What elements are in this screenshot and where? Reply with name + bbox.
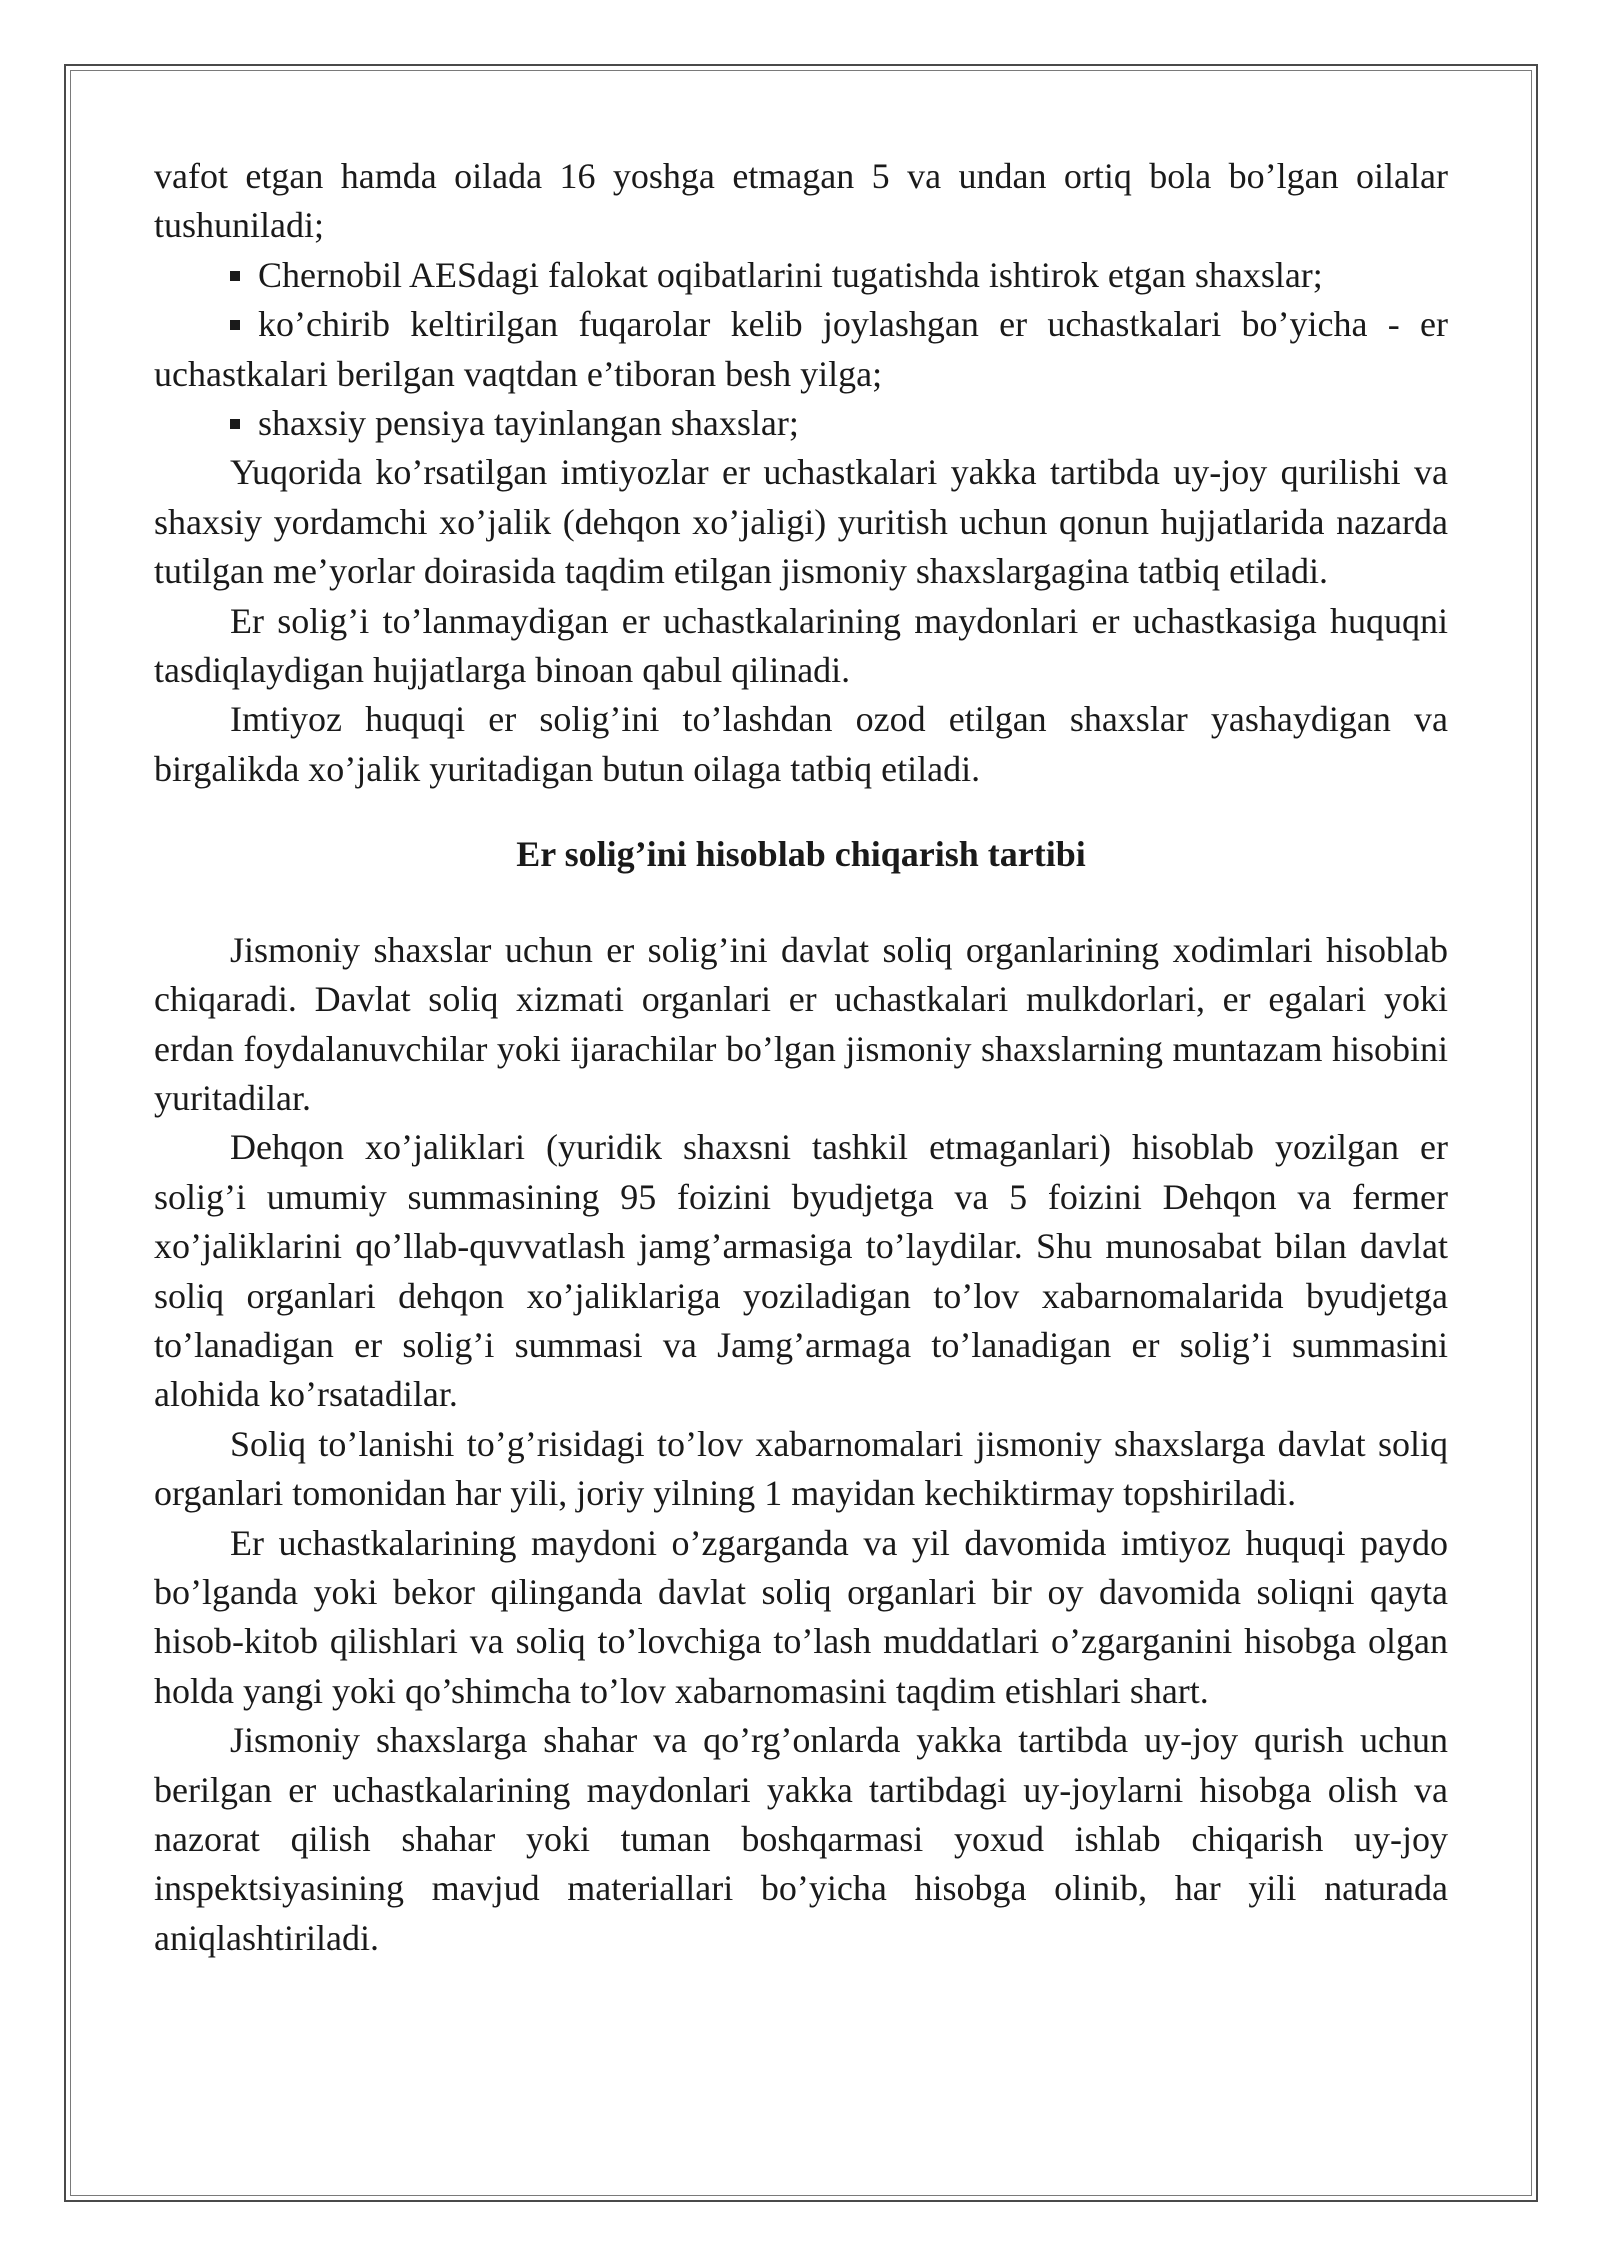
document-body <box>154 152 1448 1963</box>
paragraph: Soliq to’lanishi to’g’risidagi to’lov xabarnomalari jismoniy shaxslarga davlat soliq organlari tomonidan har yili, joriy yilning 1 mayidan kechiktirmay topshiriladi. <box>154 1423 1448 1514</box>
square-bullet-icon <box>230 320 240 330</box>
bullet-item <box>154 251 1448 300</box>
bullet-text: ko’chirib keltirilgan fuqarolar kelib joylashgan er uchastkalari bo’yicha - er uchastkalari berilgan vaqtdan e’tiboran besh yilga; <box>154 304 1448 394</box>
paragraph: Dehqon xo’jaliklari (yuridik shaxsni tashkil etmaganlari) hisoblab yozilgan er solig’i umumiy summasining 95 foizini byudjetga va 5 foizini Dehqon va fermer xo’jaliklarini qo’llab-quvvatlash jamg’armasiga to’laydilar. Shu munosabat bilan davlat soliq organlari dehqon xo’jaliklariga yoziladigan to’lov xabarnomalarida byudjetga to’lanadigan er solig’i summasi va Jamg’armaga to’lanadigan er solig’i summasini alohida ko’rsatadilar. <box>154 1127 1448 1415</box>
paragraph: Imtiyoz huquqi er solig’ini to’lashdan ozod etilgan shaxslar yashaydigan va birgalikda xo’jalik yuritadigan butun oilaga tatbiq etiladi. <box>154 699 1448 789</box>
bullet-item <box>154 399 1448 448</box>
bullet-text: Chernobil AESdagi falokat oqibatlarini tugatishda ishtirok etgan shaxslar; <box>258 254 1323 295</box>
bullet-item <box>154 300 1448 399</box>
square-bullet-icon <box>230 419 240 429</box>
paragraph: Er solig’i to’lanmaydigan er uchastkalarining maydonlari er uchastkasiga huquqni tasdiqlaydigan hujjatlarga binoan qabul qilinadi. <box>154 600 1448 691</box>
bullet-text: shaxsiy pensiya tayinlangan shaxslar; <box>258 403 799 444</box>
paragraph: Jismoniy shaxslar uchun er solig’ini davlat soliq organlarining xodimlari hisoblab chiqaradi. Davlat soliq xizmati organlari er uchastkalari mulkdorlari, er egalari yoki erdan foydalanuvchilar yoki ijarachilar bo’lgan jismoniy shaxslarning muntazam hisobini yuritadilar. <box>154 929 1448 1118</box>
paragraph: Yuqorida ko’rsatilgan imtiyozlar er uchastkalari yakka tartibda uy-joy qurilishi va shaxsiy yordamchi xo’jalik (dehqon xo’jaligi) yuritish uchun qonun hujjatlarida nazarda tutilgan me’yorlar doirasida taqdim etilgan jismoniy shaxslargagina tatbiq etiladi. <box>154 452 1448 592</box>
square-bullet-icon <box>230 271 240 281</box>
section-title: Er solig’ini hisoblab chiqarish tartibi <box>516 834 1086 875</box>
paragraph-continuation: vafot etgan hamda oilada 16 yoshga etmagan 5 va undan ortiq bola bo’lgan oilalar tushuniladi; <box>154 156 1448 246</box>
paragraph: Jismoniy shaxslarga shahar va qo’rg’onlarda yakka tartibda uy-joy qurish uchun berilgan er uchastkalarining maydonlari yakka tartibdagi uy-joylarni hisobga olish va nazorat qilish shahar yoki tuman boshqarmasi yoxud ishlab chiqarish uy-joy inspektsiyasining mavjud materiallari bo’yicha hisobga olinib, har yili naturada aniqlashtiriladi. <box>154 1720 1448 1958</box>
paragraph: Er uchastkalarining maydoni o’zgarganda va yil davomida imtiyoz huquqi paydo bo’lganda yoki bekor qilinganda davlat soliq organlari bir oy davomida soliqni qayta hisob-kitob qilishlari va soliq to’lovchiga to’lash muddatlari o’zgarganini hisobga olgan holda yangi yoki qo’shimcha to’lov xabarnomasini taqdim etishlari shart. <box>154 1522 1448 1711</box>
